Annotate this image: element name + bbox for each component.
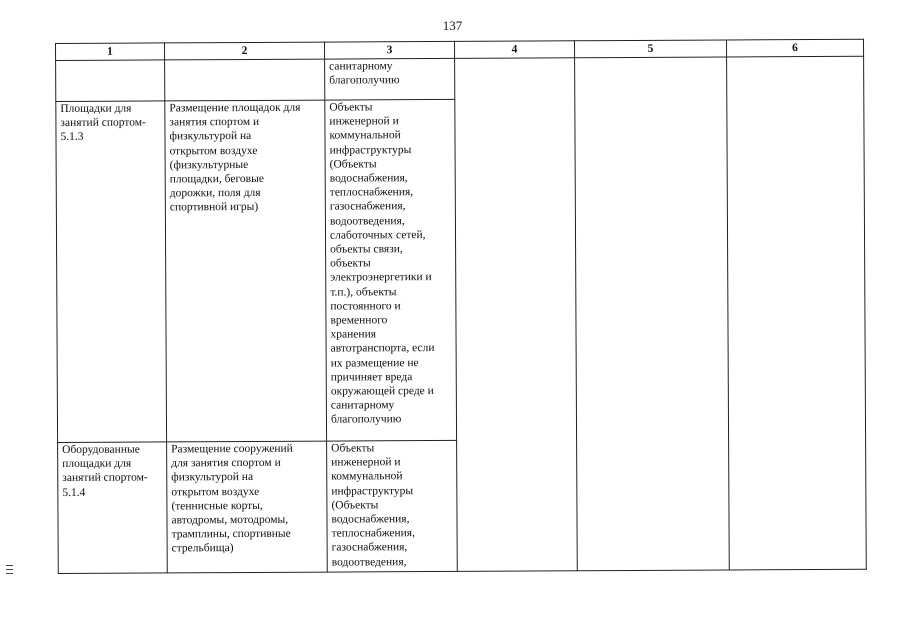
column-header-6: 6 [726, 39, 863, 57]
cell-column-6-empty [727, 56, 867, 570]
regulations-table [55, 39, 867, 574]
margin-tick [6, 569, 13, 570]
page-number: 137 [442, 18, 463, 33]
cell-land-use-type [56, 60, 165, 102]
cell-text [60, 60, 160, 61]
cell-allowed-objects [325, 58, 455, 100]
column-header-3: 3 [324, 41, 454, 59]
margin-tick [6, 565, 13, 566]
cell-land-use-type [56, 101, 167, 443]
cell-text: Площадки для занятий спортом- 5.1.3 [60, 102, 146, 144]
cell-description [165, 59, 325, 101]
cell-text: Размещение площадок для занятия спортом и физкультурой на открытом воздухе (физкультурные площадки, беговые дорожки, поля для спортивной игры) [169, 101, 301, 214]
cell-text: Объекты инженерной и коммунальной инфраструктуры (Объекты водоснабжения, теплоснабжения, газоснабжения, водоотведения, слаботочных сетей, объекты связи, объекты электроэнергетики и т.п.), объекты постоянного и временного хранения автотранспорта, если их размещение не причиняет вреда окружающей среде и санитарному благополучию [329, 101, 435, 427]
cell-allowed-objects [325, 99, 457, 441]
table-row [56, 56, 864, 101]
cell-text: Объекты инженерной и коммунальной инфраструктуры (Объекты водоснабжения, теплоснабжения, газоснабжения, водоотведения, [331, 442, 415, 569]
cell-text: санитарному благополучию [329, 60, 400, 87]
document-sheet [55, 39, 866, 573]
margin-tick [6, 573, 13, 574]
cell-text [169, 60, 320, 61]
column-header-4: 4 [454, 41, 574, 59]
cell-column-4-empty [455, 58, 578, 572]
column-header-2: 2 [165, 42, 325, 60]
cell-text: Оборудованные площадки для занятий спортом- 5.1.4 [62, 443, 148, 499]
scan-margin-marks [6, 565, 14, 579]
column-header-1: 1 [56, 43, 165, 61]
cell-allowed-objects [327, 440, 458, 572]
cell-text: Размещение сооружений для занятия спортом и физкультурой на открытом воздухе (теннисные корты, автодромы, мотодромы, трамплины, спортивные стрельбища) [171, 442, 293, 555]
cell-land-use-type [58, 442, 168, 574]
cell-description [167, 441, 328, 573]
cell-column-5-empty [575, 57, 730, 571]
cell-description [165, 100, 327, 442]
column-header-5: 5 [574, 40, 726, 58]
